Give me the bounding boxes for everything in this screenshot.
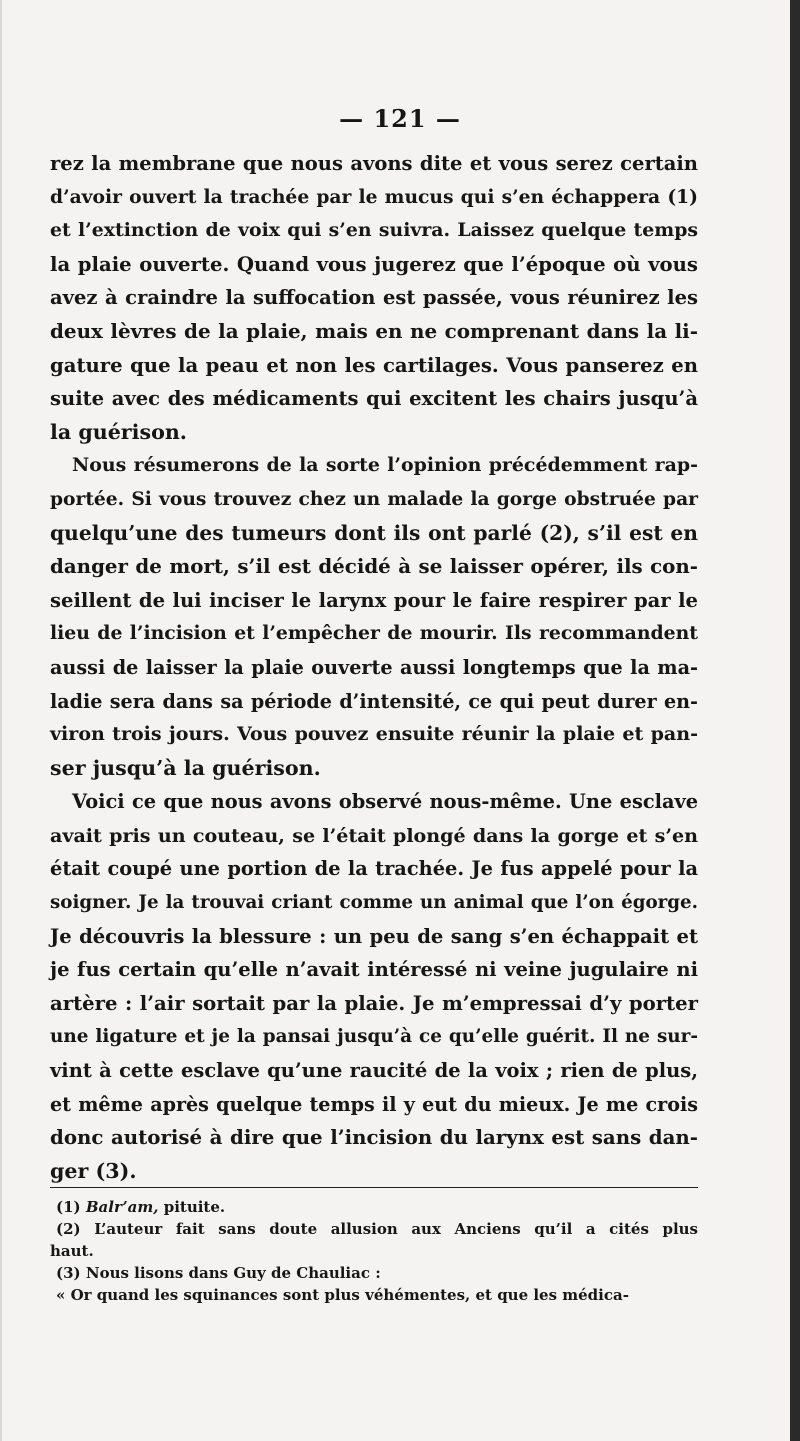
text-line: seillent de lui inciser le larynx pour le faire respirer par le: [50, 588, 698, 612]
text-line: rez la membrane que nous avons dite et vous serez certain: [50, 152, 698, 175]
text-line: avait pris un couteau, se l’était plongé dans la gorge et s’en: [50, 823, 698, 847]
text-line: et l’extinction de voix qui s’en suivra. Laissez quelque temps: [50, 219, 698, 242]
page-right-edge-shadow: [790, 0, 800, 1441]
text-line: une ligature et je la pansai jusqu’à ce qu’elle guérit. Il ne sur-: [50, 1026, 698, 1048]
text-line: danger de mort, s’il est décidé à se laisser opérer, ils con-: [50, 554, 698, 579]
text-line: d’avoir ouvert la trachée par le mucus qui s’en échappera (1): [50, 185, 698, 208]
text-line: et même après quelque temps il y eut du mieux. Je me crois: [50, 1092, 698, 1116]
text-line: la guérison.: [50, 419, 187, 444]
text-line: Nous résumerons de la sorte l’opinion précédemment rap-: [72, 454, 698, 477]
text-line: viron trois jours. Vous pouvez ensuite réunir la plaie et pan-: [50, 723, 698, 746]
footnote-1: [50, 1196, 698, 1218]
page-number: — 121 —: [339, 104, 461, 133]
text-line: donc autorisé à dire que l’incision du larynx est sans dan-: [50, 1125, 698, 1150]
footnote-2-line-1: (2) L’auteur fait sans doute allusion aux Anciens qu’il a cités plus: [56, 1220, 698, 1238]
text-line: portée. Si vous trouvez chez un malade la gorge obstruée par: [50, 487, 698, 510]
text-line: Voici ce que nous avons observé nous-même. Une esclave: [72, 790, 698, 814]
footnote-rule: [50, 1187, 698, 1188]
text-line: ger (3).: [50, 1158, 137, 1183]
footnote-1-text: pituite.: [163, 1198, 226, 1216]
footnote-1-term: Balr’am,: [85, 1198, 159, 1216]
text-line: était coupé une portion de la trachée. Je fus appelé pour la: [50, 857, 698, 881]
text-line: artère : l’air sortait par la plaie. Je m’empressai d’y porter: [50, 991, 698, 1015]
text-line: quelqu’une des tumeurs dont ils ont parlé (2), s’il est en: [50, 520, 698, 545]
text-line: aussi de laisser la plaie ouverte aussi longtemps que la ma-: [50, 655, 698, 679]
text-line: je fus certain qu’elle n’avait intéressé ni veine jugulaire ni: [50, 958, 698, 982]
text-line: deux lèvres de la plaie, mais en ne comprenant dans la li-: [50, 318, 698, 343]
text-line: avez à craindre la suffocation est passée, vous réunirez les: [50, 286, 698, 310]
text-line: suite avec des médicaments qui excitent les chairs jusqu’à: [50, 387, 698, 411]
main-text: [50, 147, 698, 1188]
footnote-1-number: (1): [56, 1198, 81, 1216]
text-line: ladie sera dans sa période d’intensité, ce qui peut durer en-: [50, 689, 698, 713]
page-left-edge: [0, 0, 2, 1441]
footnote-3: (3) Nous lisons dans Guy de Chauliac :: [56, 1264, 381, 1282]
text-line: ser jusqu’à la guérison.: [50, 755, 321, 780]
text-line: soigner. Je la trouvai criant comme un animal que l’on égorge.: [50, 892, 698, 914]
text-line: gature que la peau et non les cartilages. Vous panserez en: [50, 353, 698, 377]
text-line: la plaie ouverte. Quand vous jugerez que l’époque où vous: [50, 252, 698, 276]
footnote-2-line-2: haut.: [50, 1242, 94, 1260]
text-line: vint à cette esclave qu’une raucité de la voix ; rien de plus,: [50, 1059, 698, 1083]
text-line: Je découvris la blessure : un peu de sang s’en échappait et: [50, 924, 698, 948]
text-line: lieu de l’incision et l’empêcher de mourir. Ils recommandent: [50, 622, 698, 645]
footnotes: [50, 1196, 698, 1306]
footnote-quote: « Or quand les squinances sont plus véhémentes, et que les médica-: [56, 1286, 629, 1304]
